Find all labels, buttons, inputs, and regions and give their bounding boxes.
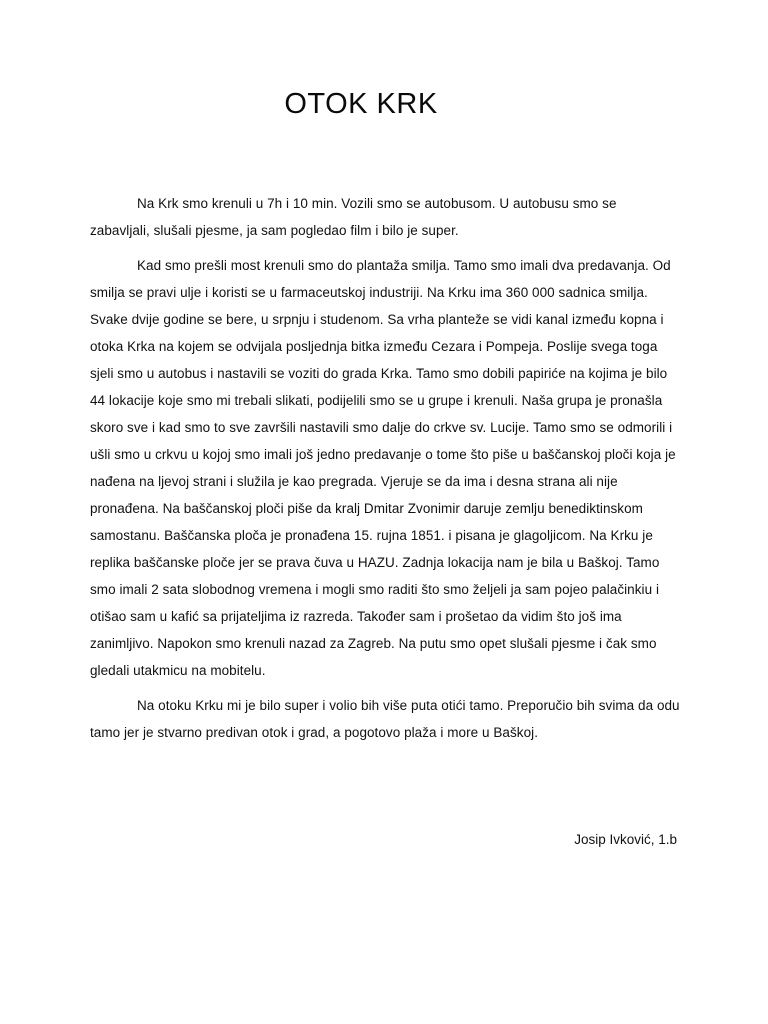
document-title (0, 88, 768, 121)
document-body (90, 190, 680, 746)
paragraph-conclusion: Na otoku Krku mi je bilo super i volio bih više puta otići tamo. Preporučio bih svima da odu tamo jer je stvarno predivan otok i grad, a pogotovo plaža i more u Baškoj. (90, 698, 680, 740)
paragraph-main: Kad smo prešli most krenuli smo do plantaža smilja. Tamo smo imali dva predavanja. Od smilja se pravi ulje i koristi se u farmaceutskoj industriji. Na Krku ima 360 000 sadnica smilja. Svake dvije godine se bere, u srpnju i studenom. Sa vrha planteže se vidi kanal između kopna i otoka Krka na kojem se odvijala posljednja bitka između Cezara i Pompeja. Poslije svega toga sjeli smo u autobus i nastavili se voziti do grada Krka. Tamo smo dobili papiriće na kojima je bilo 44 lokacije koje smo mi trebali slikati, podijelili smo se u grupe i krenuli. Naša grupa je pronašla skoro sve i kad smo to sve završili nastavili smo dalje do crkve sv. Lucije. Tamo smo se odmorili i ušli smo u crkvu u kojoj smo imali još jedno predavanje o tome što piše u baščanskoj ploči koja je nađena na ljevoj strani i služila je kao pregrada. Vjeruje se da ima i desna strana ali nije pronađena. Na baščanskoj ploči piše da kralj Dmitar Zvonimir daruje zemlju benediktinskom samostanu. Baščanska ploča je pronađena 15. rujna 1851. i pisana je glagoljicom. Na Krku je replika baščanske ploče jer se prava čuva u HAZU. Zadnja lokacija nam je bila u Baškoj. Tamo smo imali 2 sata slobodnog vremena i mogli smo raditi što smo željeli ja sam pojeo palačinkiu i otišao sam u kafić sa prijateljima iz razreda. Također sam i prošetao da vidim što još ima zanimljivo. Napokon smo krenuli nazad za Zagreb. Na putu smo opet slušali pjesme i čak smo gledali utakmicu na mobitelu. (90, 258, 676, 678)
author-signature: Josip Ivković, 1.b (574, 832, 677, 847)
paragraph-intro: Na Krk smo krenuli u 7h i 10 min. Vozili smo se autobusom. U autobusu smo se zabavljali, slušali pjesme, ja sam pogledao film i bilo je super. (90, 196, 617, 238)
title-text: OTOK KRK (284, 88, 438, 120)
